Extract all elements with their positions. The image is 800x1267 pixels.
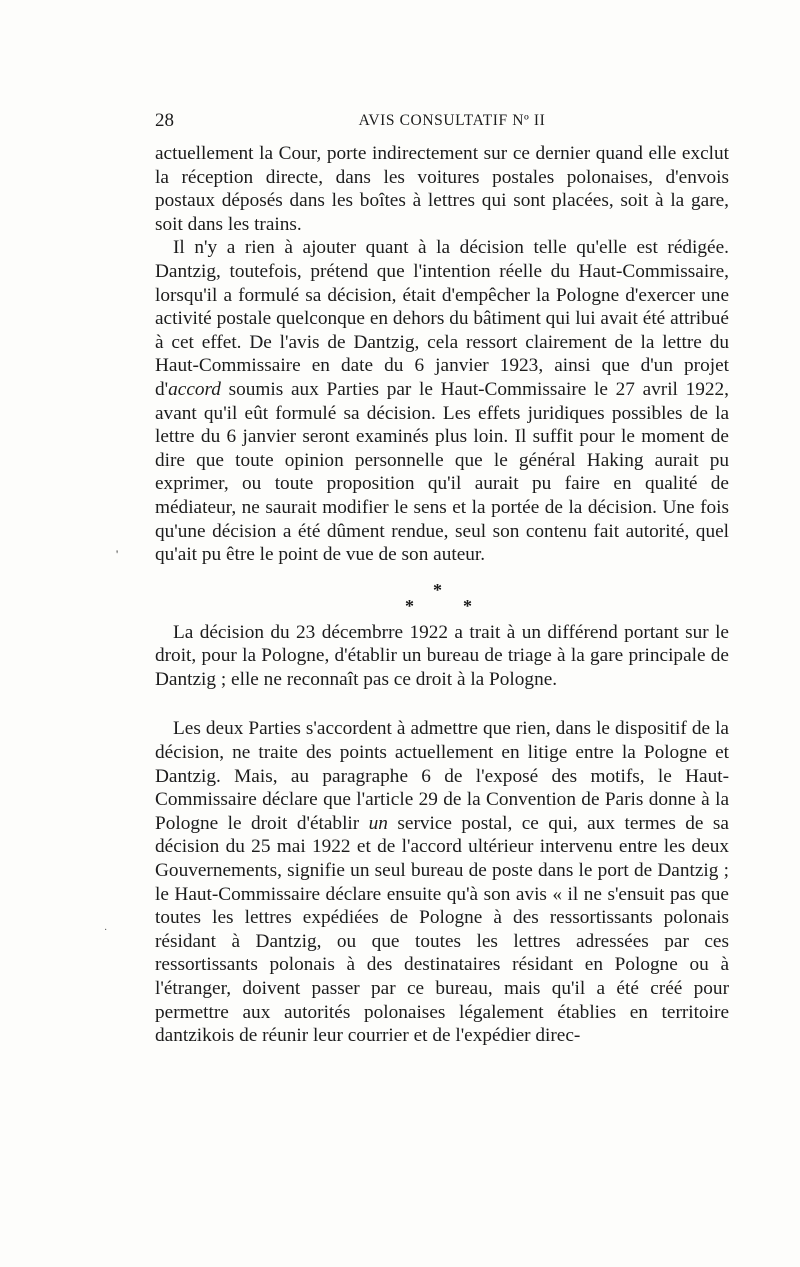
margin-mark: ' (116, 547, 119, 561)
paragraph-decision: La décision du 23 décembrre 1922 a trait à un différend portant sur le droit, pour la Pologne, d'établir un bureau de triage à la gare principale de Dantzig ; elle ne reconnaît pas ce droit à la Pologne. (155, 621, 729, 690)
page-number: 28 (155, 110, 174, 131)
page-body (155, 110, 729, 1048)
section-separator (155, 575, 729, 619)
paragraph-text: Les deux Parties s'accordent à admettre que rien, dans le dispositif de la décision, ne traite des points actuellement en litige entre la Pologne et Dantzig. Mais, au paragraphe 6 de l'exposé des motifs, le Haut-Commissaire déclare que l'article 29 de la Convention de Paris donne à la Pologne le droit d'établir (155, 718, 729, 834)
paragraph-parties (155, 717, 729, 1047)
margin-mark: · (104, 925, 108, 936)
paragraph-intention (155, 236, 729, 566)
paragraph-gap (155, 691, 729, 717)
separator-star: * (405, 595, 414, 616)
separator-star: * (433, 579, 442, 600)
paragraph-text: service postal, ce qui, aux termes de sa décision du 25 mai 1922 et de l'accord ultérieur intervenu entre les deux Gouvernements, signifie un seul bureau de poste dans le port de Dantzig ; le Haut-Commissaire déclare ensuite qu'à son avis « il ne s'ensuit pas que toutes les lettres expédiées de Pologne à des ressortissants polonais résidant à Dantzig, ou que toutes les lettres adressées par ces ressortissants polonais à des destinataires résidant en Pologne ou à l'étranger, doivent passer par ce bureau, mais qu'il a été créé pour permettre aux autorités polonaises légalement établies en territoire dantzikois de réunir leur courrier et de l'expédier direc- (155, 812, 729, 1047)
italic-word: accord (168, 378, 221, 400)
italic-word: un (368, 812, 388, 834)
paragraph-text: Il n'y a rien à ajouter quant à la décision telle qu'elle est rédigée. Dantzig, toutefois, prétend que l'intention réelle du Haut-Commissaire, lorsqu'il a formulé sa décision, était d'empêcher la Pologne d'exercer une activité postale quelconque en dehors du bâtiment qui lui avait été attribué à cet effet. De l'avis de Dantzig, cela ressort clairement de la lettre du Haut-Commissaire en date du 6 janvier 1923, ainsi que d'un projet d' (155, 237, 729, 400)
running-title: AVIS CONSULTATIF Nº II (358, 112, 546, 129)
separator-star: * (463, 595, 472, 616)
paragraph-text: soumis aux Parties par le Haut-Commissaire le 27 avril 1922, avant qu'il eût formulé sa décision. Les effets juridiques possibles de la lettre du 6 janvier seront examinés plus loin. Il suffit pour le moment de dire que toute opinion personnelle que le général Haking aurait pu exprimer, ou toute proposition qu'il aurait pu faire en qualité de médiateur, ne saurait modifier le sens et la portée de la décision. Une fois qu'une décision a été dûment rendue, seul son contenu fait autorité, quel qu'ait pu être le point de vue de son auteur. (155, 378, 729, 566)
page-header (155, 110, 729, 142)
paragraph-continuation: actuellement la Cour, porte indirectement sur ce dernier quand elle exclut la réception directe, dans les voitures postales polonaises, d'envois postaux déposés dans les boîtes à lettres qui sont placées, soit à la gare, soit dans les trains. (155, 143, 729, 235)
